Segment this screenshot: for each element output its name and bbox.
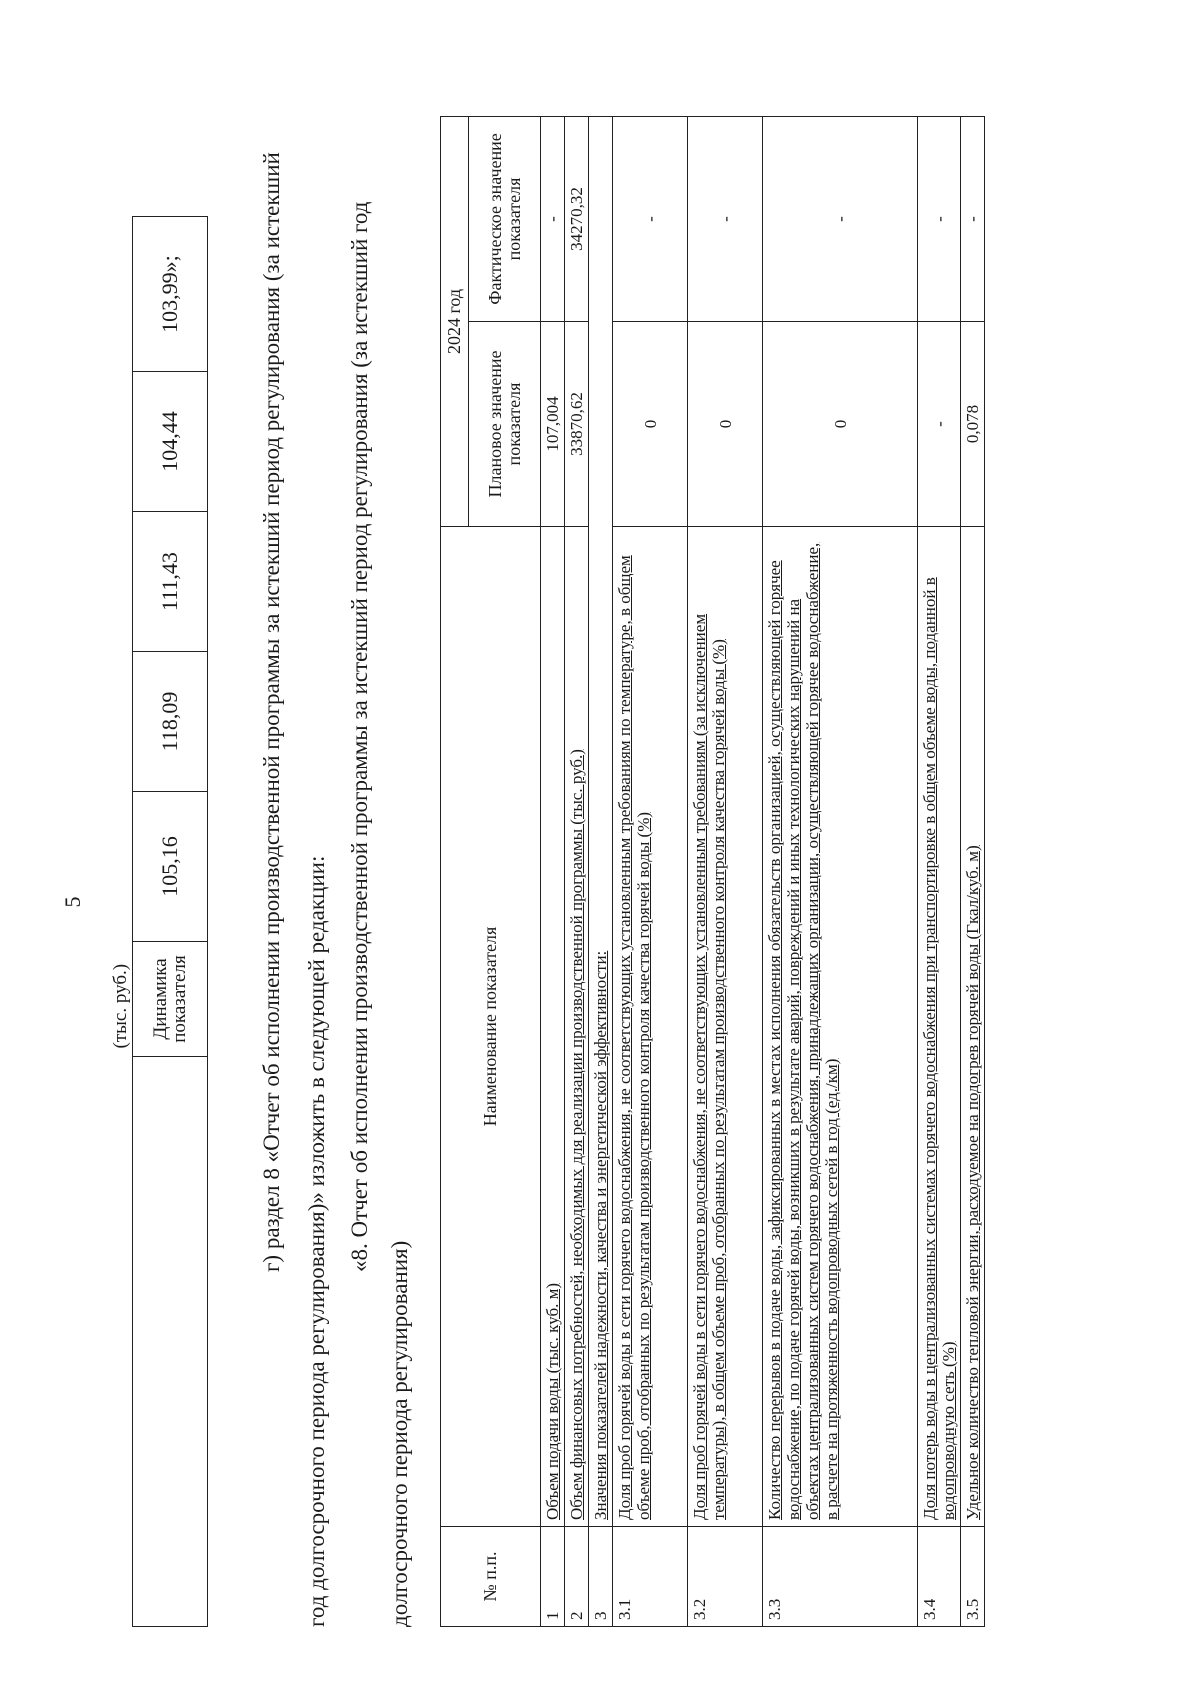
header-year: 2024 год <box>441 116 469 526</box>
row-name: Доля потерь воды в централизованных системах горячего водоснабжения при транспортировке в общем объеме воды, поданной в водопроводную сеть (%) <box>918 527 961 1527</box>
row-number: 3.3 <box>763 1527 918 1627</box>
paragraph-2-line-1: «8. Отчет об исполнении производственной программы за истекший период регулирования (за истекший год <box>347 201 372 1272</box>
row-fact: - <box>688 116 763 321</box>
page-number: 5 <box>60 896 85 908</box>
row-name: Доля проб горячей воды в сети горячего водоснабжения, не соответствующих установленным требованиям (за исключением температуры), в общем объеме проб, отобранных по результатам производственного контроля качества горячей воды (%) <box>688 527 763 1527</box>
paragraph-1-line-1: г) раздел 8 «Отчет об исполнении производственной программы за истекший период регулирования (за истекший <box>259 152 284 1272</box>
table-row <box>688 116 763 1626</box>
row-plan: - <box>918 322 961 527</box>
header-name: Наименование показателя <box>441 527 541 1527</box>
row-number: 3 <box>589 1527 613 1627</box>
rotated-content <box>55 92 1145 1632</box>
row-number: 1 <box>541 1527 565 1627</box>
row-fact: - <box>541 116 565 321</box>
table-row <box>541 116 565 1626</box>
row-plan: 0 <box>613 322 688 527</box>
dynamics-value: 105,16 <box>133 792 208 942</box>
dynamics-value: 103,99»; <box>133 217 208 372</box>
paragraph-1-line-2: год долгосрочного периода регулирования)» изложить в следующей редакции: <box>304 855 329 1627</box>
table-row <box>613 116 688 1626</box>
row-plan: 0,078 <box>961 322 985 527</box>
dynamics-value: 104,44 <box>133 372 208 512</box>
row-name: Значения показателей надежности, качества и энергетической эффективности: <box>589 116 613 1526</box>
row-name: Объем финансовых потребностей, необходимых для реализации производственной программы (тыс. руб.) <box>565 527 589 1527</box>
row-plan: 33870,62 <box>565 322 589 527</box>
row-number: 2 <box>565 1527 589 1627</box>
row-plan: 0 <box>763 322 918 527</box>
dynamics-value: 111,43 <box>133 512 208 652</box>
top-table-empty-cell <box>133 1057 208 1627</box>
row-plan: 0 <box>688 322 763 527</box>
header-plan: Плановое значение показателя <box>469 322 541 527</box>
dynamics-label: Динамика показателя <box>133 942 208 1057</box>
top-table-spacer <box>110 1057 133 1627</box>
table-row <box>763 116 918 1626</box>
dynamics-table <box>110 216 208 1627</box>
row-plan: 107,004 <box>541 322 565 527</box>
row-fact: - <box>763 116 918 321</box>
row-fact: - <box>961 116 985 321</box>
row-name: Удельное количество тепловой энергии, расходуемое на подогрев горячей воды (Гкал/куб. м) <box>961 527 985 1527</box>
row-name: Доля проб горячей воды в сети горячего водоснабжения, не соответствующих установленным требованиям по температуре, в общем объеме проб, отобранных по результатам производственного контроля качества горячей воды (%) <box>613 527 688 1527</box>
row-number: 3.4 <box>918 1527 961 1627</box>
row-fact: - <box>918 116 961 321</box>
row-number: 3.2 <box>688 1527 763 1627</box>
row-name: Объем подачи воды (тыс. куб. м) <box>541 527 565 1527</box>
header-number: № п.п. <box>441 1527 541 1627</box>
top-table-unit: (тыс. руб.) <box>110 942 133 1057</box>
table-row <box>565 116 589 1626</box>
row-number: 3.5 <box>961 1527 985 1627</box>
table-row <box>918 116 961 1626</box>
row-fact: 34270,32 <box>565 116 589 321</box>
table-row <box>589 116 613 1626</box>
production-program-report-table <box>440 116 985 1627</box>
paragraph-2-line-2: долгосрочного периода регулирования) <box>387 1240 412 1627</box>
row-number: 3.1 <box>613 1527 688 1627</box>
table-row <box>961 116 985 1626</box>
row-fact: - <box>613 116 688 321</box>
header-fact: Фактическое значение показателя <box>469 116 541 321</box>
dynamics-value: 118,09 <box>133 652 208 792</box>
top-table-spacer <box>110 217 133 942</box>
row-name: Количество перерывов в подаче воды, зафиксированных в местах исполнения обязательств организацией, осуществляющей горячее водоснабжение, по подаче горячей воды, возникших в результате аварий, повреждений и иных технологических нарушений на объектах централизованных систем горячего водоснабжения, принадлежащих организации, осуществляющей горячее водоснабжение, в расчете на протяженность водопроводных сетей в год (ед./км) <box>763 527 918 1527</box>
